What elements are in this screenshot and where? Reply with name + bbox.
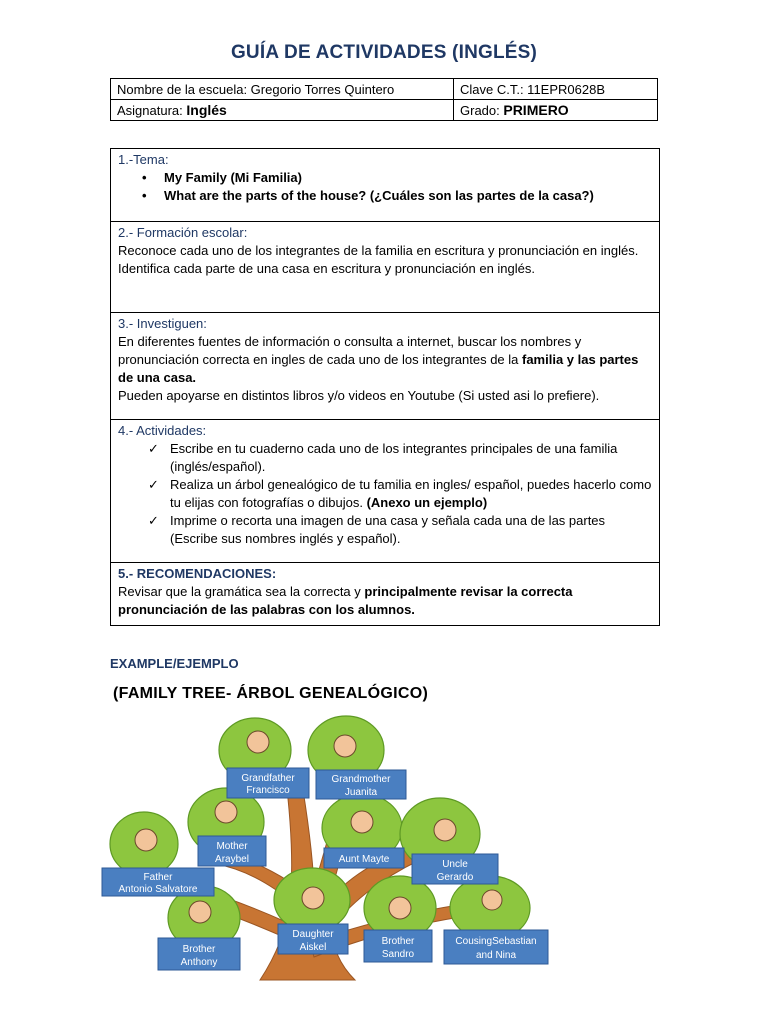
bold-span: (Anexo un ejemplo) [366, 495, 488, 510]
example-label: EXAMPLE/EJEMPLO [110, 656, 239, 671]
section-heading: 5.- RECOMENDACIONES: [118, 566, 277, 581]
label-line: Aunt Mayte [338, 854, 390, 865]
name-label-grandmother [316, 770, 406, 799]
bold-span: principalmente revisar la correcta pronunciación de las palabras con los alumnos. [118, 584, 573, 617]
paragraph: Pueden apoyarse en distintos libros y/o videos en Youtube (Si usted asi lo prefiere). [118, 388, 600, 403]
text-span: Realiza un árbol genealógico de tu familia en ingles/ español, puedes hacerlo como tu elijas con fotografías o dibujos. [170, 477, 652, 510]
label-line: Daughter [292, 929, 334, 940]
name-label-brother-sandro [364, 930, 432, 962]
label-line: Father [143, 872, 173, 883]
section-heading: 1.-Tema: [118, 152, 169, 167]
paragraph [118, 583, 652, 619]
family-tree-illustration [100, 712, 560, 982]
name-label-mother [198, 836, 266, 866]
name-label-aunt [324, 848, 404, 868]
text-span: En diferentes fuentes de información o consulta a internet, buscar los nombres y pronunciación correcta en ingles de cada uno de los integrantes de la [118, 334, 582, 367]
school-info-table [110, 78, 658, 121]
section-actividades [111, 420, 659, 563]
document-title: GUÍA DE ACTIVIDADES (INGLÉS) [230, 42, 538, 63]
label-line: CousingSebastian [455, 936, 537, 947]
label-line: Juanita [344, 787, 378, 798]
section-heading: 3.- Investiguen: [118, 316, 207, 331]
label-line: Aiskel [299, 942, 327, 953]
name-label-uncle [412, 854, 498, 884]
list-item: • What are the parts of the house? (¿Cuáles son las partes de la casa?) [150, 187, 652, 205]
paragraph: Identifica cada parte de una casa en escritura y pronunciación en inglés. [118, 261, 535, 276]
name-label-daughter [278, 924, 348, 954]
actividades-list [118, 440, 652, 548]
label-line: and Nina [475, 950, 517, 961]
name-label-father [102, 868, 214, 896]
subject-value: Inglés [186, 102, 227, 118]
label-line: Grandmother [331, 774, 391, 785]
label-line: Grandfather [241, 773, 295, 784]
name-label-grandfather [227, 768, 309, 798]
checkmark-icon: ✓ [148, 441, 159, 456]
section-heading: 2.- Formación escolar: [118, 225, 248, 240]
label-line: Mother [216, 841, 248, 852]
family-tree-title: (FAMILY TREE- ÁRBOL GENEALÓGICO) [113, 685, 429, 702]
name-label-brother-anthony [158, 938, 240, 970]
label-line: Sandro [381, 949, 415, 960]
label-line: Uncle [442, 859, 468, 870]
section-recomendaciones [111, 563, 659, 625]
section-investiguen [111, 313, 659, 420]
text-span: Imprime o recorta una imagen de una casa y señala cada una de las partes (Escribe sus nombres inglés y español). [170, 513, 606, 546]
clave-cell: Clave C.T.: 11EPR0628B [454, 79, 658, 100]
grade-value: PRIMERO [503, 102, 569, 118]
school-name-cell: Nombre de la escuela: Gregorio Torres Quintero [111, 79, 454, 100]
checkmark-icon: ✓ [148, 477, 159, 492]
list-item [148, 476, 652, 512]
grade-cell [454, 100, 658, 121]
label-line: Gerardo [436, 872, 474, 883]
section-tema [111, 149, 659, 222]
activity-sections [110, 148, 660, 626]
leaf-clusters [110, 716, 530, 950]
name-label-cousins [444, 930, 548, 964]
list-item: • My Family (Mi Familia) [150, 169, 652, 187]
subject-cell [111, 100, 454, 121]
list-item [148, 512, 652, 548]
label-line: Brother [381, 936, 415, 947]
paragraph [118, 333, 652, 387]
label-line: Francisco [246, 785, 290, 796]
label-line: Antonio Salvatore [118, 884, 198, 895]
section-formacion [111, 222, 659, 313]
label-line: Araybel [215, 854, 249, 865]
list-item [148, 440, 652, 476]
checkmark-icon: ✓ [148, 513, 159, 528]
label-line: Brother [182, 944, 216, 955]
subject-prefix: Asignatura: [117, 103, 187, 118]
paragraph: Reconoce cada uno de los integrantes de la familia en escritura y pronunciación en inglés. [118, 243, 639, 258]
tema-list [118, 169, 652, 205]
grade-prefix: Grado: [460, 103, 504, 118]
text-span: Escribe en tu cuaderno cada uno de los integrantes principales de una familia (inglés/español). [170, 441, 618, 474]
label-line: Anthony [180, 957, 218, 968]
section-heading: 4.- Actividades: [118, 423, 207, 438]
text-span: Revisar que la gramática sea la correcta y [118, 584, 365, 599]
bold-span: familia y las partes de una casa. [118, 352, 639, 385]
